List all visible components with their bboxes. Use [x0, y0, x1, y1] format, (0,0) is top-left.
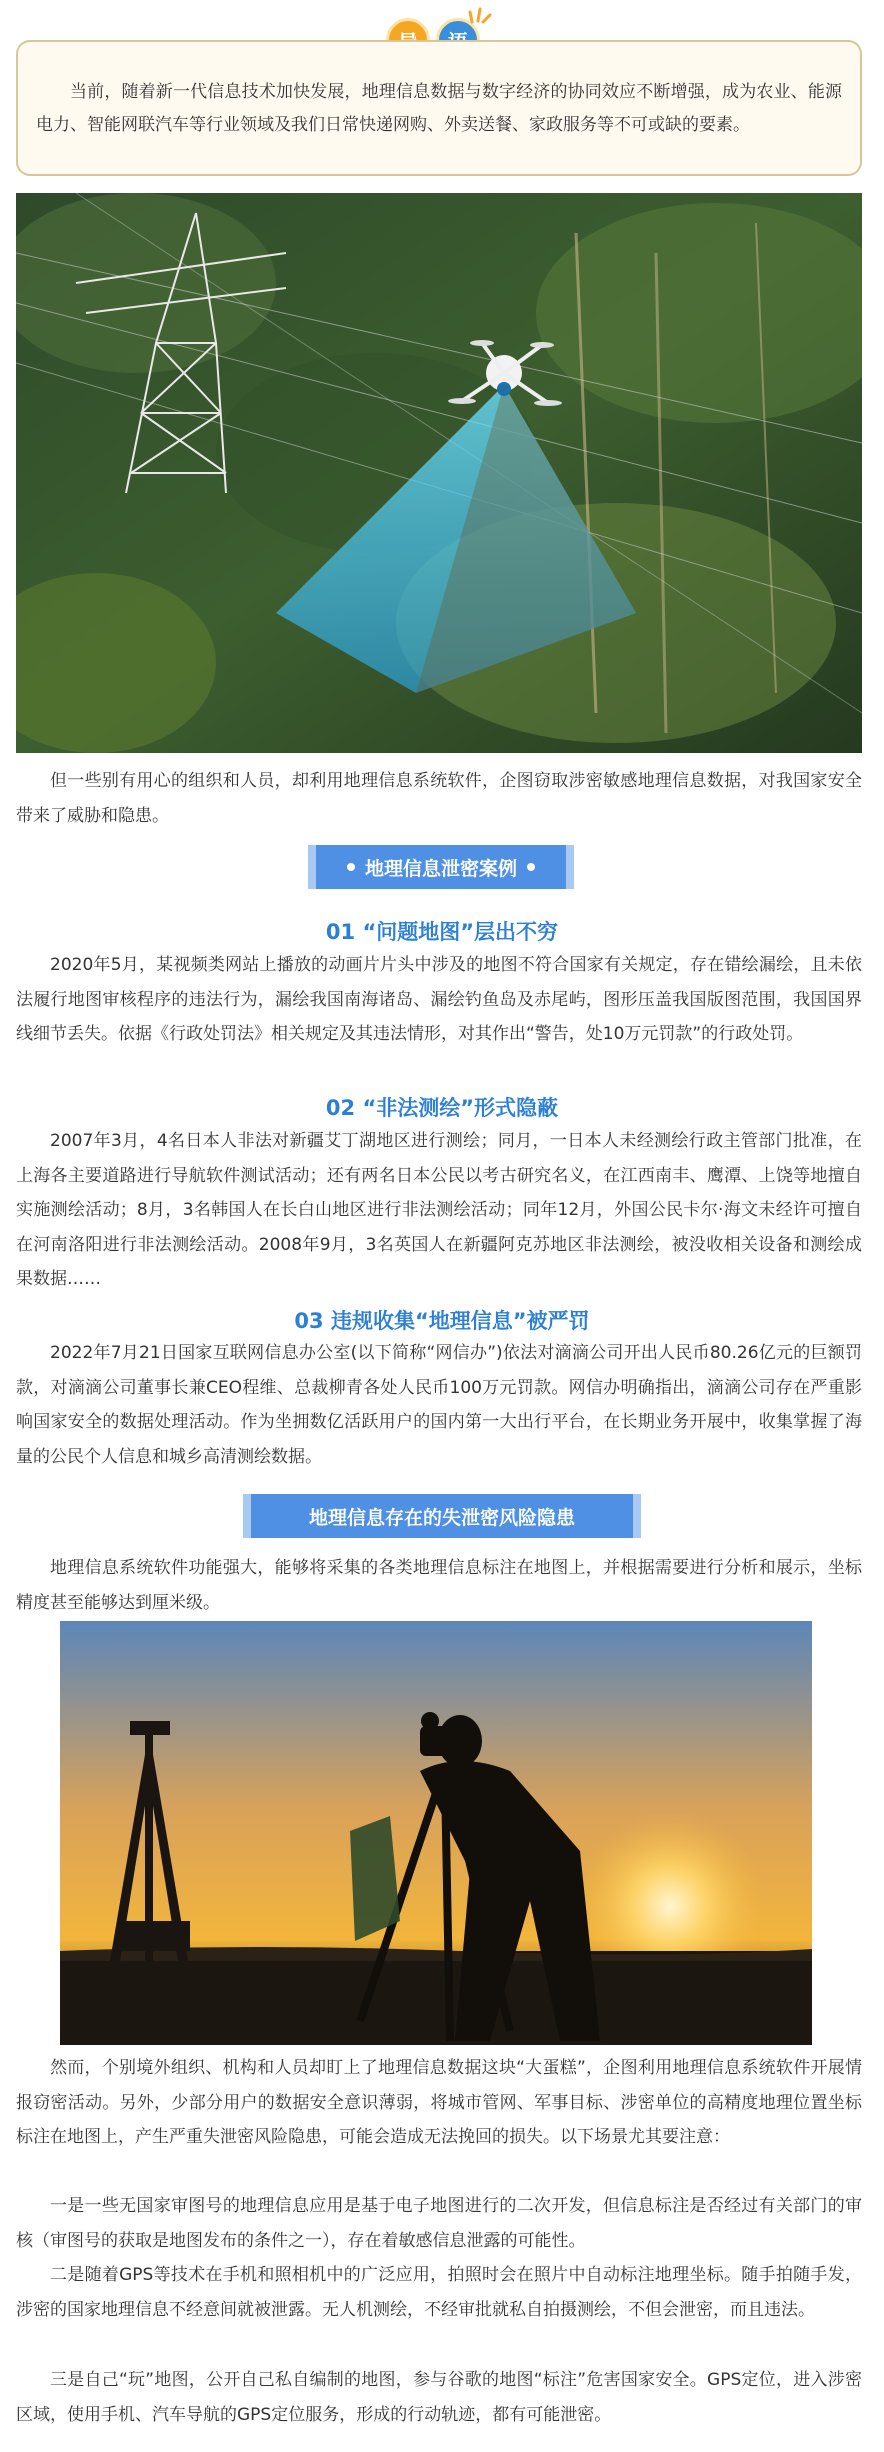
- case-2-body: 2007年3月，4名日本人非法对新疆艾丁湖地区进行测绘；同月，一日本人未经测绘行政主管部门批准，在上海各主要道路进行导航软件测试活动；还有两名日本公民以考古研究名义，在江西南丰、鹰潭、上饶等地擅自实施测绘活动；8月，3名韩国人在长白山地区进行非法测绘活动；同年12月，外国公民卡尔·海文未经许可擅自在河南洛阳进行非法测绘活动。2008年9月，3名英国人在新疆阿克苏地区非法测绘，被没收相关设备和测绘成果数据……: [16, 1131, 862, 1289]
- intro-text: 当前，随着新一代信息技术加快发展，地理信息数据与数字经济的协同效应不断增强，成为农业、能源电力、智能网联汽车等行业领域及我们日常快递网购、外卖送餐、家政服务等不可或缺的要素。: [36, 82, 842, 135]
- paragraph-risk-1: 一是一些无国家审图号的地理信息应用是基于电子地图进行的二次开发，但信息标注是否经过有关部门的审核（审图号的获取是地图发布的条件之一），存在着敏感信息泄露的可能性。: [16, 2196, 862, 2251]
- sparkle-icon: [468, 6, 492, 24]
- surveyor-sunset-photo: [60, 1621, 812, 2045]
- paragraph-gis-capability: 地理信息系统软件功能强大，能够将采集的各类地理信息标注在地图上，并根据需要进行分析和展示，坐标精度甚至能够达到厘米级。: [16, 1558, 862, 1613]
- paragraph-risk-2: 二是随着GPS等技术在手机和照相机中的广泛应用，拍照时会在照片中自动标注地理坐标。随手拍随手发，涉密的国家地理信息不经意间就被泄露。无人机测绘，不经审批就私自拍摄测绘，不但会泄密，而且违法。: [16, 2265, 862, 2320]
- section-title-cases-text: 地理信息泄密案例: [364, 857, 517, 880]
- paragraph-threat: 但一些别有用心的组织和人员，却利用地理信息系统软件，企图窃取涉密敏感地理信息数据，对我国家安全带来了威胁和隐患。: [16, 771, 862, 826]
- intro-box: [16, 40, 862, 176]
- paragraph-risk-3: 三是自己“玩”地图，公开自己私自编制的地图，参与谷歌的地图“标注”危害国家安全。GPS定位，进入涉密区域，使用手机、汽车导航的GPS定位服务，形成的行动轨迹，都有可能泄密。: [16, 2370, 862, 2425]
- paragraph-risk-intro: 然而，个别境外组织、机构和人员却盯上了地理信息数据这块“大蛋糕”，企图利用地理信息系统软件开展情报窃密活动。另外，少部分用户的数据安全意识薄弱，将城市管网、军事目标、涉密单位的高精度地理位置坐标标注在地图上，产生严重失泄密风险隐患，可能会造成无法挽回的损失。以下场景尤其要注意：: [16, 2058, 862, 2147]
- section-title-cases: [308, 845, 574, 889]
- case-3-title: 03 违规收集“地理信息”被严罚: [294, 1309, 590, 1333]
- dot-left: [347, 863, 355, 871]
- section-title-risks: [243, 1494, 641, 1538]
- case-2-title: 02 “非法测绘”形式隐蔽: [325, 1096, 559, 1120]
- dot-right: [527, 863, 535, 871]
- case-3-body: 2022年7月21日国家互联网信息办公室(以下简称“网信办”)依法对滴滴公司开出人民币80.26亿元的巨额罚款，对滴滴公司董事长兼CEO程维、总裁柳青各处人民币100万元罚款。网信办明确指出，滴滴公司存在严重影响国家安全的数据处理活动。作为坐拥数亿活跃用户的国内第一大出行平台，在长期业务开展中，收集掌握了海量的公民个人信息和城乡高清测绘数据。: [16, 1343, 862, 1467]
- drone-surveying-photo: [16, 193, 862, 753]
- case-1-title: 01 “问题地图”层出不穷: [325, 920, 559, 944]
- section-title-risks-text: 地理信息存在的失泄密风险隐患: [308, 1506, 575, 1529]
- case-1-body: 2020年5月，某视频类网站上播放的动画片片头中涉及的地图不符合国家有关规定，存在错绘漏绘，且未依法履行地图审核程序的违法行为，漏绘我国南海诸岛、漏绘钓鱼岛及赤尾屿，图形压盖我国版图范围，我国国界线细节丢失。依据《行政处罚法》相关规定及其违法情形，对其作出“警告，处10万元罚款”的行政处罚。: [16, 955, 862, 1044]
